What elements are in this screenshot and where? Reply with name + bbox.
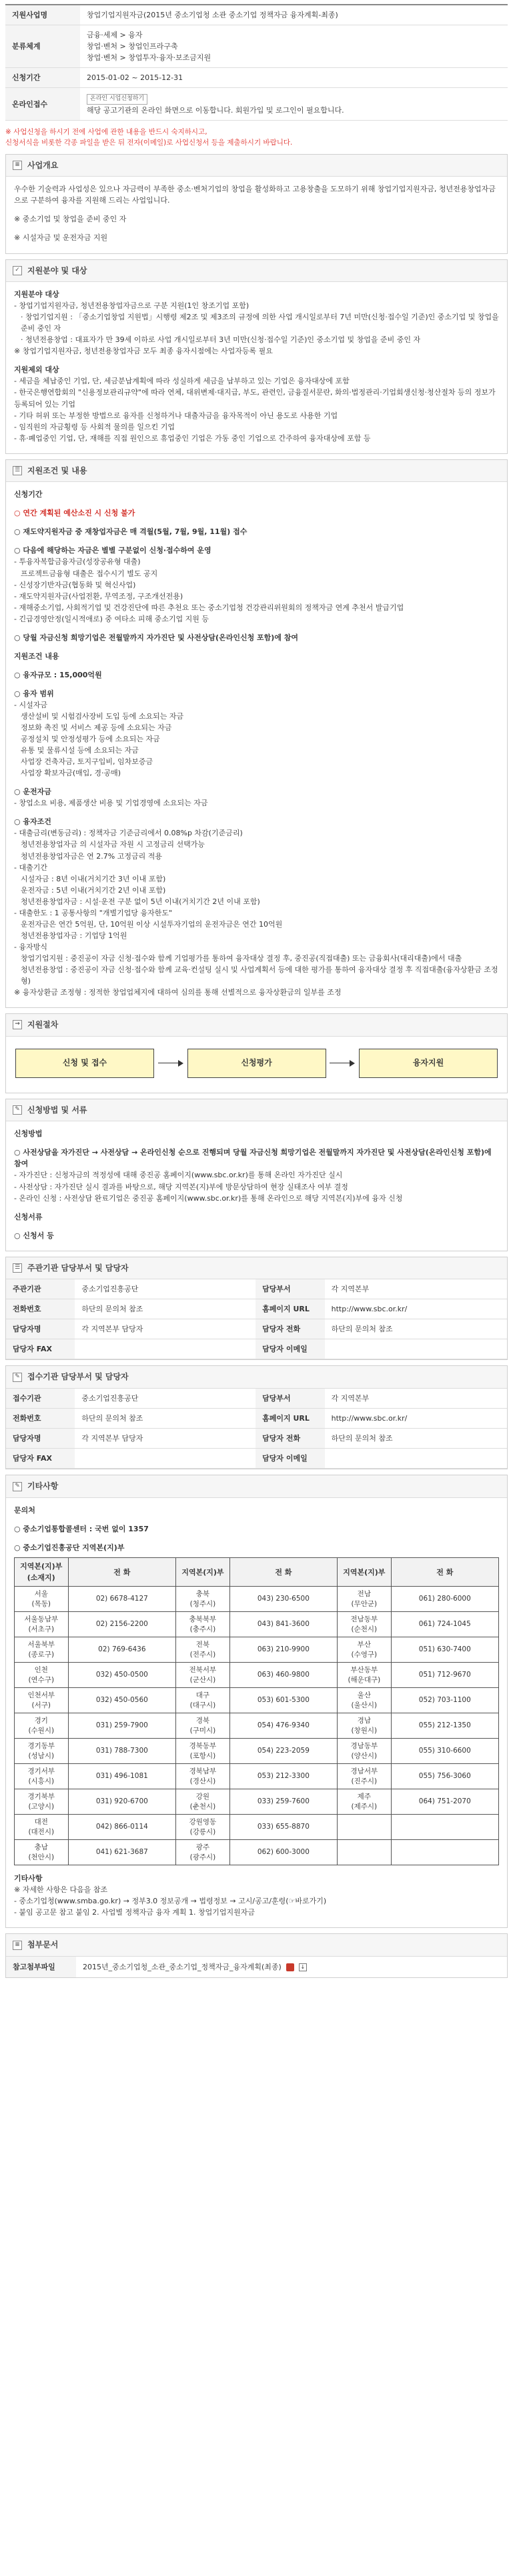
phone-cell: 02) 6678-4127 [68, 1587, 176, 1612]
field-label: 담당자 이메일 [255, 1339, 324, 1359]
field-label: 전화번호 [6, 1299, 75, 1319]
bullet-heading: ○ 운전자금 [14, 787, 51, 797]
field-value: 중소기업진흥공단 [75, 1389, 255, 1409]
field-value: 하단의 문의처 참조 [75, 1299, 255, 1319]
field-label: 전화번호 [6, 1409, 75, 1429]
section-header [6, 1014, 507, 1037]
procedure-flow [6, 1037, 507, 1093]
phone-cell: 031) 788-7300 [68, 1739, 176, 1764]
table-row [15, 1764, 499, 1789]
table-row [15, 1739, 499, 1764]
phone-cell: 055) 756-3060 [391, 1764, 498, 1789]
table-row [6, 1299, 507, 1319]
region-cell: 충남 (천안시) [15, 1840, 69, 1865]
phone-cell [391, 1815, 498, 1840]
phone-cell: 02) 2156-2200 [68, 1612, 176, 1637]
region-cell: 전남 (무안군) [338, 1587, 392, 1612]
phone-cell: 054) 476-9340 [229, 1713, 337, 1739]
region-cell: 경남 (창원시) [338, 1713, 392, 1739]
overview-bullet: ※ 시설자금 및 운전자금 지원 [14, 233, 108, 243]
text-line: - 세금을 체납중인 기업, 단, 세금분납계획에 따라 성실하게 세금을 납부하고 있는 기업은 융자대상에 포함 [14, 377, 350, 386]
phone-cell: 053) 212-3300 [229, 1764, 337, 1789]
text-line: - 긴급경영안정(일시적애로) 중 여타소 피해 중소기업 지원 등 [14, 614, 209, 623]
text-line: · 청년전용창업 : 대표자가 만 39세 이하로 사업 개시일로부터 3년 미만(신청·접수일 기준)인 중소기업 및 창업을 준비 중인 자 [21, 335, 421, 345]
category-list [80, 25, 508, 68]
section-title: 주관기관 담당부서 및 담당자 [27, 1263, 129, 1273]
info-row-online [5, 88, 508, 121]
table-row [15, 1637, 499, 1663]
subheading: 지원분야 대상 [14, 290, 59, 299]
column-header: 전 화 [229, 1557, 337, 1586]
phone-cell: 061) 280-6000 [391, 1587, 498, 1612]
subheading: 지원제외 대상 [14, 365, 59, 375]
section-reception [5, 1365, 508, 1469]
phone-cell: 054) 223-2059 [229, 1739, 337, 1764]
phone-cell: 051) 712-9670 [391, 1663, 498, 1688]
download-icon[interactable]: ↓ [299, 1963, 307, 1971]
section-header [6, 1366, 507, 1389]
section-header [6, 155, 507, 177]
field-value: 하단의 문의처 참조 [325, 1429, 507, 1449]
field-label: 담당부서 [255, 1389, 324, 1409]
region-cell [338, 1815, 392, 1840]
text-line: 창업기업지원 : 중진공이 자금 신청·접수와 함께 기업평가를 통하여 융자대상 결정 후, 중진공(직접대출) 또는 금융회사(대리대출)에서 대출 [21, 953, 462, 963]
subheading: 신청서류 [14, 1212, 43, 1221]
field-value: 하단의 문의처 참조 [325, 1319, 507, 1339]
column-header: 전 화 [68, 1557, 176, 1586]
field-value: 각 지역본부 담당자 [75, 1319, 255, 1339]
bullet-heading: ○ 융자조건 [14, 817, 51, 827]
region-cell: 경기동부 (성남시) [15, 1739, 69, 1764]
text-line: - 휴·폐업중인 기업, 단, 재해를 직접 원인으로 휴업중인 기업은 가동 중인 기업으로 간주하여 융자대상에 포함 등 [14, 433, 371, 443]
region-cell: 경남서부 (진주시) [338, 1764, 392, 1789]
region-cell: 제주 (제주시) [338, 1789, 392, 1815]
phone-cell: 064) 751-2070 [391, 1789, 498, 1815]
column-header: 전 화 [391, 1557, 498, 1586]
region-cell: 전남동부 (순천시) [338, 1612, 392, 1637]
section-header [6, 1475, 507, 1498]
field-value: 각 지역본부 [325, 1279, 507, 1299]
phone-cell: 051) 630-7400 [391, 1637, 498, 1663]
text-line: 청년전용창업자금 : 기업당 1억원 [21, 931, 127, 940]
homepage-link[interactable]: http://www.sbc.or.kr/ [325, 1299, 507, 1319]
regional-contact-table [14, 1557, 499, 1865]
table-row [6, 1449, 507, 1469]
phone-cell: 033) 259-7600 [229, 1789, 337, 1815]
warning-text: ○ 연간 계획된 예산소진 시 신청 불가 [14, 509, 135, 518]
text-line: 사업장 확보자금(매입, 경·공매) [21, 769, 121, 778]
phone-cell: 043) 230-6500 [229, 1587, 337, 1612]
field-value [325, 1339, 507, 1359]
region-cell: 경기 (수원시) [15, 1713, 69, 1739]
table-row [15, 1789, 499, 1815]
section-method [5, 1099, 508, 1251]
text-line: - 재해중소기업, 사회적기업 및 건강진단에 따른 추천요 또는 중소기업청 건강관리위원회의 정책자금 연계 추천서 발급기업 [14, 603, 404, 612]
text-line: ※ 창업기업지원자금, 청년전용창업자금 모두 최종 융자시점에는 사업자등록 필요 [14, 347, 273, 356]
text-line: · 창업기업지원 : 「중소기업창업 지원법」시행령 제2조 및 제3조의 규정에 의한 사업 개시일로부터 7년 미만(신청·접수일 기준)인 중소기업 및 창업을 준비 중인 자 [21, 313, 499, 333]
region-cell: 인천 (연수구) [15, 1663, 69, 1688]
info-row-period [5, 68, 508, 88]
field-label: 담당자 FAX [6, 1449, 75, 1469]
notice [5, 127, 508, 149]
text-line: - 융자방식 [14, 942, 47, 951]
text-line: 정보화 촉진 및 서비스 제공 등에 소요되는 자금 [21, 723, 172, 733]
document-icon: ≡ [13, 1941, 22, 1950]
table-row [15, 1840, 499, 1865]
text-line: 생산설비 및 시험검사장비 도입 등에 소요되는 자금 [21, 712, 184, 721]
attachment-table [6, 1957, 507, 1977]
field-label: 홈페이지 URL [255, 1409, 324, 1429]
text-line: - 기타 허위 또는 부정한 방법으로 융자를 신청하거나 대출자금을 융자목적이 아닌 용도로 사용한 기업 [14, 411, 338, 420]
text-line: 청년전용창업자금 의 시설자금 자원 시 고정금리 선택가능 [21, 840, 205, 849]
section-conditions [5, 459, 508, 1008]
region-cell: 충북북부 (충주시) [176, 1612, 230, 1637]
field-label: 담당부서 [255, 1279, 324, 1299]
online-apply-desc: 해당 공고기관의 온라인 화면으로 이동합니다. 회원가입 및 로그인이 필요합니다. [87, 106, 344, 115]
bullet-heading: ○ 중소기업진흥공단 지역본(지)부 [14, 1543, 125, 1552]
text-line: - 붙임 공고문 참고 붙임 2. 사업별 정책자금 융자 계획 1. 창업기업지원자금 [14, 1908, 255, 1917]
region-cell: 인천서부 (서구) [15, 1688, 69, 1713]
section-title: 기타사항 [27, 1481, 59, 1491]
info-label: 신청기간 [5, 68, 80, 88]
field-value [325, 1449, 507, 1469]
table-row [6, 1389, 507, 1409]
step-evaluation: 신청평가 [187, 1049, 326, 1078]
section-overview [5, 154, 508, 254]
text-line: 시설자금 : 8년 이내(거치기간 3년 이내 포함) [21, 874, 166, 883]
text-line: - 대출한도 : 1 공통사항의 "개별기업당 융자한도" [14, 908, 173, 917]
region-cell [338, 1840, 392, 1865]
phone-cell: 032) 450-0500 [68, 1663, 176, 1688]
field-label: 담당자 이메일 [255, 1449, 324, 1469]
info-label: 온라인접수 [5, 88, 80, 121]
section-header [6, 460, 507, 483]
section-title: 첨부문서 [27, 1940, 59, 1950]
field-label: 참고첨부파일 [6, 1957, 76, 1977]
notice-line: 신청서식을 비롯한 각종 파일을 받은 뒤 전자(이메일)로 사업신청서 등을 제출하시기 바랍니다. [5, 138, 293, 147]
table-row [6, 1279, 507, 1299]
phone-cell: 062) 600-3000 [229, 1840, 337, 1865]
text-line: - 투융자복합금융자금(성장공유형 대출) [14, 557, 141, 567]
pencil-icon: ✎ [13, 1373, 22, 1382]
text-line: - 한국은행연합회의 "신용정보관리규약"에 따라 연체, 대위변제·대지급, 부도, 관련인, 금융질서문란, 화의·법정관리·기업회생신청·청산절차 등의 정보가 등록되어 있는 기업 [14, 388, 496, 409]
phone-cell: 02) 769-6436 [68, 1637, 176, 1663]
info-row-name [5, 5, 508, 25]
section-title: 지원절차 [27, 1020, 59, 1030]
region-cell: 경북 (구미시) [176, 1713, 230, 1739]
region-cell: 경기북부 (고양시) [15, 1789, 69, 1815]
pdf-file-icon [286, 1963, 294, 1971]
region-cell: 서울북부 (종로구) [15, 1637, 69, 1663]
section-procedure [5, 1013, 508, 1093]
table-row [15, 1612, 499, 1637]
step-support: 융자지원 [359, 1049, 498, 1078]
table-row [6, 1429, 507, 1449]
section-title: 신청방법 및 서류 [27, 1105, 87, 1115]
text-line: - 대출기간 [14, 863, 47, 872]
bullet-heading: ○ 다음에 해당하는 자금은 별별 구분없이 신청·접수하여 운영 [14, 546, 211, 555]
bullet-heading: ○ 융자 범위 [14, 689, 54, 698]
table-header-row [15, 1557, 499, 1586]
phone-cell: 055) 310-6600 [391, 1739, 498, 1764]
text-line: - 창업기업지원자금, 청년전용창업자금으로 구분 지원(1인 창조기업 포함) [14, 301, 249, 311]
phone-cell: 041) 621-3687 [68, 1840, 176, 1865]
region-cell: 서울 (목동) [15, 1587, 69, 1612]
phone-cell: 031) 259-7900 [68, 1713, 176, 1739]
list-icon: ☰ [13, 466, 22, 475]
bullet-heading: ○ 재도약지원자금 중 재창업자금은 매 격월(5월, 7월, 9월, 11월) 접수 [14, 527, 247, 537]
section-body [6, 1498, 507, 1927]
text-line: 사업장 건축자금, 토지구입비, 임차보증금 [21, 757, 153, 767]
field-value: 하단의 문의처 참조 [75, 1409, 255, 1429]
field-value [75, 1339, 255, 1359]
field-value: 각 지역본부 [325, 1389, 507, 1409]
phone-cell: 032) 450-0560 [68, 1688, 176, 1713]
field-value: 각 지역본부 담당자 [75, 1429, 255, 1449]
text-line: 청년전용창업자금 : 시설·운전 구분 없이 5년 이내(거치기간 2년 이내 포함) [21, 897, 260, 906]
text-line: - 재도약지원자금(사업전환, 무역조정, 구조개선전용) [14, 591, 183, 601]
table-row [15, 1688, 499, 1713]
reception-table [6, 1389, 507, 1469]
field-label: 주관기관 [6, 1279, 75, 1299]
category-item: 창업·벤처 > 창업투자·융자·보조금지원 [87, 53, 211, 63]
section-header [6, 1934, 507, 1957]
field-label: 담당자 전화 [255, 1319, 324, 1339]
region-cell: 서울동남부 (서초구) [15, 1612, 69, 1637]
text-line: 운전자금 : 5년 이내(거치기간 2년 이내 포함) [21, 885, 166, 895]
online-apply-button[interactable]: 온라인 시업신청하기 [87, 94, 147, 105]
text-line: 유통 및 물류시설 등에 소요되는 자금 [21, 746, 139, 755]
bullet-heading: ○ 신청서 등 [14, 1231, 54, 1240]
bullet-heading: ○ 당월 자금신청 희망기업은 전월말까지 자가진단 및 사전상담(온라인신청 포함)에 참여 [14, 633, 299, 642]
section-other [5, 1475, 508, 1928]
bullet-heading: ○ 사전상담을 자가진단 → 사전상담 → 온라인신청 순으로 진행되며 당월 자금신청 희망기업은 전월말까지 자가진단 및 사전상담(온라인신청 포함)에 참여 [14, 1148, 492, 1169]
section-attachment [5, 1933, 508, 1978]
text-line: - 온라인 신청 : 사전상담 완료기업은 중진공 홈페이지(www.sbc.or.kr)를 통해 온라인으로 해당 지역본(지)부에 융자 신청 [14, 1193, 403, 1203]
section-body [6, 1121, 507, 1250]
region-cell: 충북 (청주시) [176, 1587, 230, 1612]
field-label: 홈페이지 URL [255, 1299, 324, 1319]
text-line: 공정설치 및 안정성평가 등에 소요되는 자금 [21, 735, 160, 744]
category-item: 금융·세제 > 융자 [87, 31, 143, 40]
region-cell: 부산동부 (해운대구) [338, 1663, 392, 1688]
region-cell: 강원 (춘천시) [176, 1789, 230, 1815]
table-row [15, 1663, 499, 1688]
text-line: - 임직원의 자금횡령 등 사회적 물의를 일으킨 기업 [14, 422, 175, 431]
column-header: 지역본(지)부 [176, 1557, 230, 1586]
phone-cell: 055) 212-1350 [391, 1713, 498, 1739]
flow-icon: → [13, 1020, 22, 1029]
checkbox-icon: ✓ [13, 266, 22, 275]
field-value [75, 1449, 255, 1469]
text-line: - 시설자금 [14, 700, 47, 709]
field-label: 담당자 FAX [6, 1339, 75, 1359]
column-header: 지역본(지)부 [338, 1557, 392, 1586]
pencil-icon: ✎ [13, 1105, 22, 1115]
field-label: 담당자명 [6, 1319, 75, 1339]
section-header [6, 1099, 507, 1122]
text-line: 청년전용창업 : 중진공이 자금 신청·접수와 함께 교육·컨설팅 실시 및 사업계획서 등에 대한 평가를 통하여 융자대상 결정 후 직접대출(융자상환금 조정형) [21, 965, 498, 986]
category-item: 창업·벤처 > 창업인프라구축 [87, 42, 178, 51]
list-icon: ☰ [13, 1263, 22, 1273]
bullet-heading: ○ 융자규모 : 15,000억원 [14, 670, 102, 679]
region-cell: 경남동부 (양산시) [338, 1739, 392, 1764]
region-cell: 광주 (광주시) [176, 1840, 230, 1865]
text-line: - 사전상담 : 자가진단 실시 결과를 바탕으로, 해당 지역본(지)부에 방문상담하여 현장 실태조사 여부 결정 [14, 1182, 348, 1191]
phone-cell: 053) 601-5300 [229, 1688, 337, 1713]
phone-cell: 061) 724-1045 [391, 1612, 498, 1637]
arrow-right-icon [154, 1060, 187, 1067]
region-cell: 부산 (수영구) [338, 1637, 392, 1663]
region-cell: 대전 (대전시) [15, 1815, 69, 1840]
field-value: 중소기업진흥공단 [75, 1279, 255, 1299]
field-label: 접수기관 [6, 1389, 75, 1409]
region-cell: 전북서부 (군산시) [176, 1663, 230, 1688]
attachment-link[interactable]: 2015년_중소기업청_소관_중소기업_정책자금_융자계획(최종) [83, 1962, 282, 1971]
table-row [15, 1713, 499, 1739]
section-body [6, 177, 507, 253]
text-line: - 자가진단 : 신청자금의 적정성에 대해 중진공 홈페이지(www.sbc.or.kr)를 통해 온라인 자가진단 실시 [14, 1171, 343, 1180]
phone-cell: 031) 496-1081 [68, 1764, 176, 1789]
phone-cell: 063) 460-9800 [229, 1663, 337, 1688]
info-label: 분류체계 [5, 25, 80, 68]
program-name: 창업기업지원자금(2015년 중소기업청 소관 중소기업 정책자금 융자계획-최종) [80, 5, 508, 25]
table-row [6, 1339, 507, 1359]
section-body [6, 282, 507, 453]
column-header: 지역본(지)부 (소재지) [15, 1557, 69, 1586]
program-info-table [5, 4, 508, 121]
section-title: 지원분야 및 대상 [27, 265, 87, 275]
section-body [6, 482, 507, 1007]
subheading: 문의처 [14, 1505, 35, 1515]
text-line: ※ 자세한 사항은 다음을 참조 [14, 1885, 108, 1895]
region-cell: 경북남부 (경산시) [176, 1764, 230, 1789]
section-header [6, 260, 507, 283]
pencil-icon: ✎ [13, 1482, 22, 1491]
table-row [6, 1957, 507, 1977]
attachment-cell [76, 1957, 507, 1977]
text-line: 운전자금은 연간 5억원, 단, 10억원 이상 시설투자기업의 운전자금은 연간 10억원 [21, 919, 283, 929]
text-line: 청년전용창업자금은 연 2.7% 고정금리 적용 [21, 851, 162, 861]
section-header [6, 1257, 507, 1280]
phone-cell: 043) 841-3600 [229, 1612, 337, 1637]
bullet-heading: ○ 중소기업통합콜센터 : 국번 없이 1357 [14, 1524, 149, 1533]
region-cell: 강원영동 (강릉시) [176, 1815, 230, 1840]
text-line: - 신성장기반자금(협동화 및 혁신사업) [14, 580, 136, 589]
text-line: - 중소기업청(www.smba.go.kr) → 정부3.0 정보공개 → 법령정보 → 고시/공고/훈령(☞바로가기) [14, 1897, 327, 1906]
table-row [15, 1815, 499, 1840]
homepage-link[interactable]: http://www.sbc.or.kr/ [325, 1409, 507, 1429]
subheading: 기타사항 [14, 1874, 43, 1883]
phone-cell: 033) 655-8870 [229, 1815, 337, 1840]
arrow-right-icon [326, 1060, 360, 1067]
phone-cell [391, 1840, 498, 1865]
subheading: 지원조건 내용 [14, 651, 59, 661]
section-title: 사업개요 [27, 160, 59, 170]
info-row-category [5, 25, 508, 68]
section-title: 접수기관 담당부서 및 담당자 [27, 1372, 129, 1382]
phone-cell: 031) 920-6700 [68, 1789, 176, 1815]
info-label: 지원사업명 [5, 5, 80, 25]
subheading: 신청기간 [14, 490, 43, 499]
phone-cell: 042) 866-0114 [68, 1815, 176, 1840]
application-period: 2015-01-02 ~ 2015-12-31 [80, 68, 508, 88]
region-cell: 울산 (울산시) [338, 1688, 392, 1713]
step-apply: 신청 및 접수 [15, 1049, 154, 1078]
table-row [15, 1587, 499, 1612]
section-target [5, 259, 508, 454]
document-icon: ≡ [13, 161, 22, 170]
notice-line: ※ 사업신청을 하시기 전에 사업에 관한 내용을 반드시 숙지하시고, [5, 128, 207, 137]
section-title: 지원조건 및 내용 [27, 465, 87, 475]
field-label: 담당자 전화 [255, 1429, 324, 1449]
subheading: 신청방법 [14, 1129, 43, 1139]
region-cell: 전북 (전주시) [176, 1637, 230, 1663]
text-line: - 창업소요 비용, 제품생산 비용 및 기업경영에 소요되는 자금 [14, 799, 208, 808]
phone-cell: 063) 210-9900 [229, 1637, 337, 1663]
table-row [6, 1409, 507, 1429]
table-row [6, 1319, 507, 1339]
overview-text: 우수한 기술력과 사업성은 있으나 자금력이 부족한 중소·벤처기업의 창업을 활성화하고 고용창출을 도모하기 위해 창업기업지원자금, 청년전용창업자금으로 구분하여 융자를 지원해 드리는 사업입니다. [14, 185, 496, 205]
region-cell: 경기서부 (시흥시) [15, 1764, 69, 1789]
text-line: ※ 융자상환금 조정형 : 정적한 창업업체지에 대하여 심의를 통해 선별적으로 융자상환금의 일부를 조정 [14, 988, 342, 997]
phone-cell: 052) 703-1100 [391, 1688, 498, 1713]
region-cell: 경북동부 (포항시) [176, 1739, 230, 1764]
text-line: 프로젝트금융형 대출은 접수시기 별도 공지 [21, 569, 158, 578]
section-agency [5, 1257, 508, 1361]
region-cell: 대구 (대구시) [176, 1688, 230, 1713]
agency-table [6, 1279, 507, 1359]
text-line: - 대출금리(변동금리) : 정책자금 기준금리에서 0.08%p 차감(기준금리) [14, 829, 243, 838]
overview-bullet: ※ 중소기업 및 창업을 준비 중인 자 [14, 215, 127, 224]
field-label: 담당자명 [6, 1429, 75, 1449]
online-apply-cell [80, 88, 508, 121]
